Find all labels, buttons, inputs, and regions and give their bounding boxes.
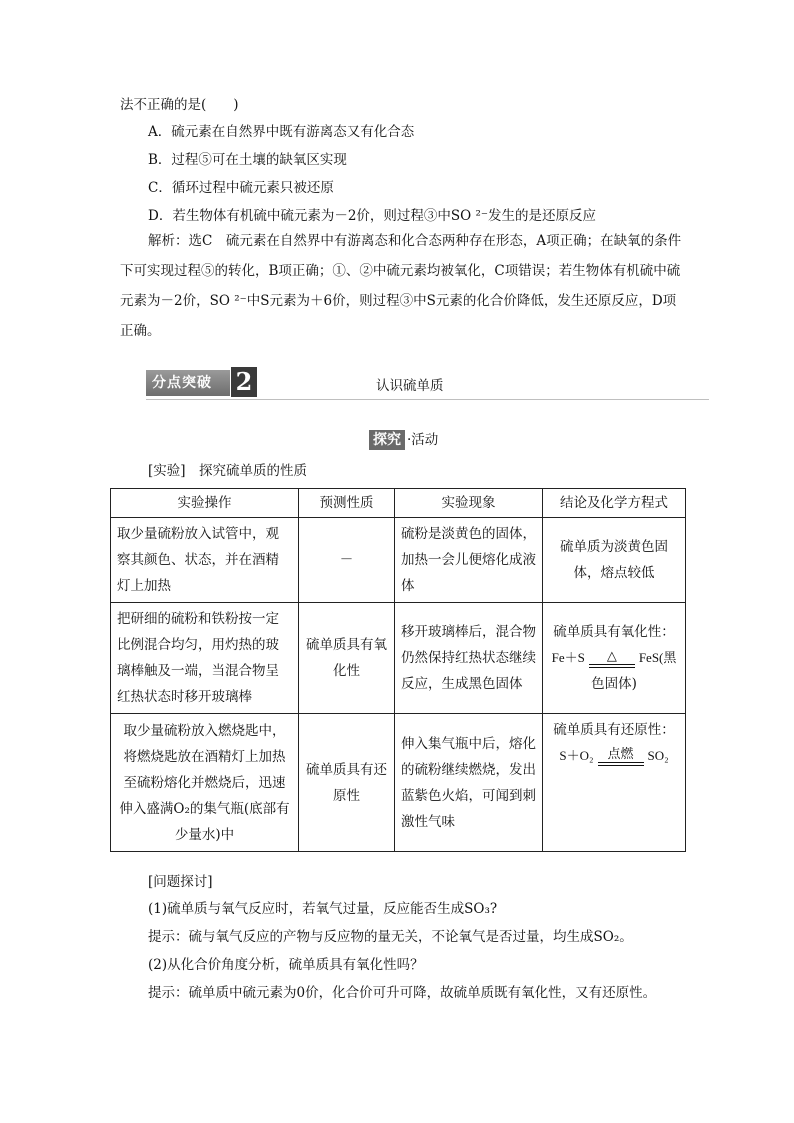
prediction-cell: 硫单质具有氧化性 — [299, 603, 395, 714]
phenomenon-cell: 硫粉是淡黄色的固体，加热一会儿便熔化成液体 — [395, 518, 543, 603]
section-badge-text: 分点突破 — [152, 375, 212, 391]
equation-right: FeS(黑 — [638, 650, 677, 665]
discussion-question-1: (1)硫单质与氧气反应时，若氧气过量，反应能否生成SO₃? — [148, 901, 498, 917]
phenomenon-cell: 伸入集气瓶中后，熔化的硫粉继续燃烧，发出蓝紫色火焰，可闻到刺激性气味 — [395, 714, 543, 852]
equation-left: Fe＋S — [551, 650, 585, 665]
question-stem-tail: 法不正确的是( ) — [120, 97, 239, 113]
conclusion-label: 硫单质具有氧化性： — [553, 624, 675, 640]
equation-left: S＋O₂ — [559, 748, 594, 763]
equation-right: SO₂ — [647, 748, 669, 763]
discussion-question-2: (2)从化合价角度分析，硫单质具有氧化性吗？ — [148, 957, 424, 973]
option-c: C．循环过程中硫元素只被还原 — [148, 180, 334, 196]
section-header — [146, 368, 709, 398]
equation-fe-s — [549, 645, 679, 671]
prediction-cell: － — [299, 518, 395, 603]
table-row — [111, 714, 686, 852]
equation-arrow — [598, 746, 644, 766]
section-divider — [146, 399, 709, 400]
analysis-paragraph: 解析：选C 硫元素在自然界中有游离态和化合态两种存在形态，A项正确；在缺氧的条件下可实现过程⑤的转化，B项正确；①、②中硫元素均被氧化，C项错误；若生物体有机硫中硫元素为－2价，SO ²⁻中S元素为＋6价，则过程③中S元素的化合价降低，发生还原反应，D项正确。 — [120, 233, 682, 339]
equation-note: 色固体) — [591, 676, 637, 692]
operation-cell: 取少量硫粉放入燃烧匙中，将燃烧匙放在酒精灯上加热至硫粉熔化并燃烧后，迅速伸入盛满O₂的集气瓶(底部有少量水)中 — [111, 714, 299, 852]
discussion-heading: [问题探讨] — [148, 874, 213, 890]
discussion-answer-1: 提示：硫与氧气反应的产物与反应物的量无关，不论氧气是否过量，均生成SO₂。 — [148, 929, 633, 945]
operation-cell: 取少量硫粉放入试管中，观察其颜色、状态，并在酒精灯上加热 — [111, 518, 299, 603]
section-badge-number: 2 — [230, 366, 258, 398]
section-title: 认识硫单质 — [376, 378, 444, 394]
conclusion-cell — [543, 603, 686, 714]
equals-bar — [589, 664, 635, 668]
conclusion-label: 硫单质具有还原性： — [553, 722, 675, 738]
discussion-answer-2: 提示：硫单质中硫元素为0价，化合价可升可降，故硫单质既有氧化性，又有还原性。 — [148, 985, 657, 1001]
explore-label: ·活动 — [407, 432, 439, 448]
column-header: 实验现象 — [395, 489, 543, 518]
experiment-heading: [实验] 探究硫单质的性质 — [148, 463, 308, 479]
explore-tag: 探究 — [369, 430, 405, 450]
equation-arrow — [589, 648, 635, 668]
conclusion-cell: 硫单质为淡黄色固体，熔点较低 — [543, 518, 686, 603]
heat-symbol: △ — [606, 648, 617, 663]
equation-s-o2 — [549, 743, 679, 769]
option-d: D．若生物体有机硫中硫元素为－2价，则过程③中SO ²⁻发生的是还原反应 — [148, 208, 597, 224]
table-header-row — [111, 489, 686, 518]
column-header: 实验操作 — [111, 489, 299, 518]
explore-activity-heading — [369, 428, 438, 450]
column-header: 预测性质 — [299, 489, 395, 518]
table-row — [111, 603, 686, 714]
experiment-table — [110, 488, 686, 852]
phenomenon-cell: 移开玻璃棒后，混合物仍然保持红热状态继续反应，生成黑色固体 — [395, 603, 543, 714]
table-row — [111, 518, 686, 603]
ignite-condition: 点燃 — [607, 746, 634, 761]
option-a: A．硫元素在自然界中既有游离态又有化合态 — [148, 124, 415, 140]
prediction-cell: 硫单质具有还原性 — [299, 714, 395, 852]
equals-bar — [598, 762, 644, 766]
conclusion-cell — [543, 714, 686, 852]
operation-cell: 把研细的硫粉和铁粉按一定比例混合均匀，用灼热的玻璃棒触及一端，当混合物呈红热状态时移开玻璃棒 — [111, 603, 299, 714]
option-b: B．过程⑤可在土壤的缺氧区实现 — [148, 152, 347, 168]
column-header: 结论及化学方程式 — [543, 489, 686, 518]
